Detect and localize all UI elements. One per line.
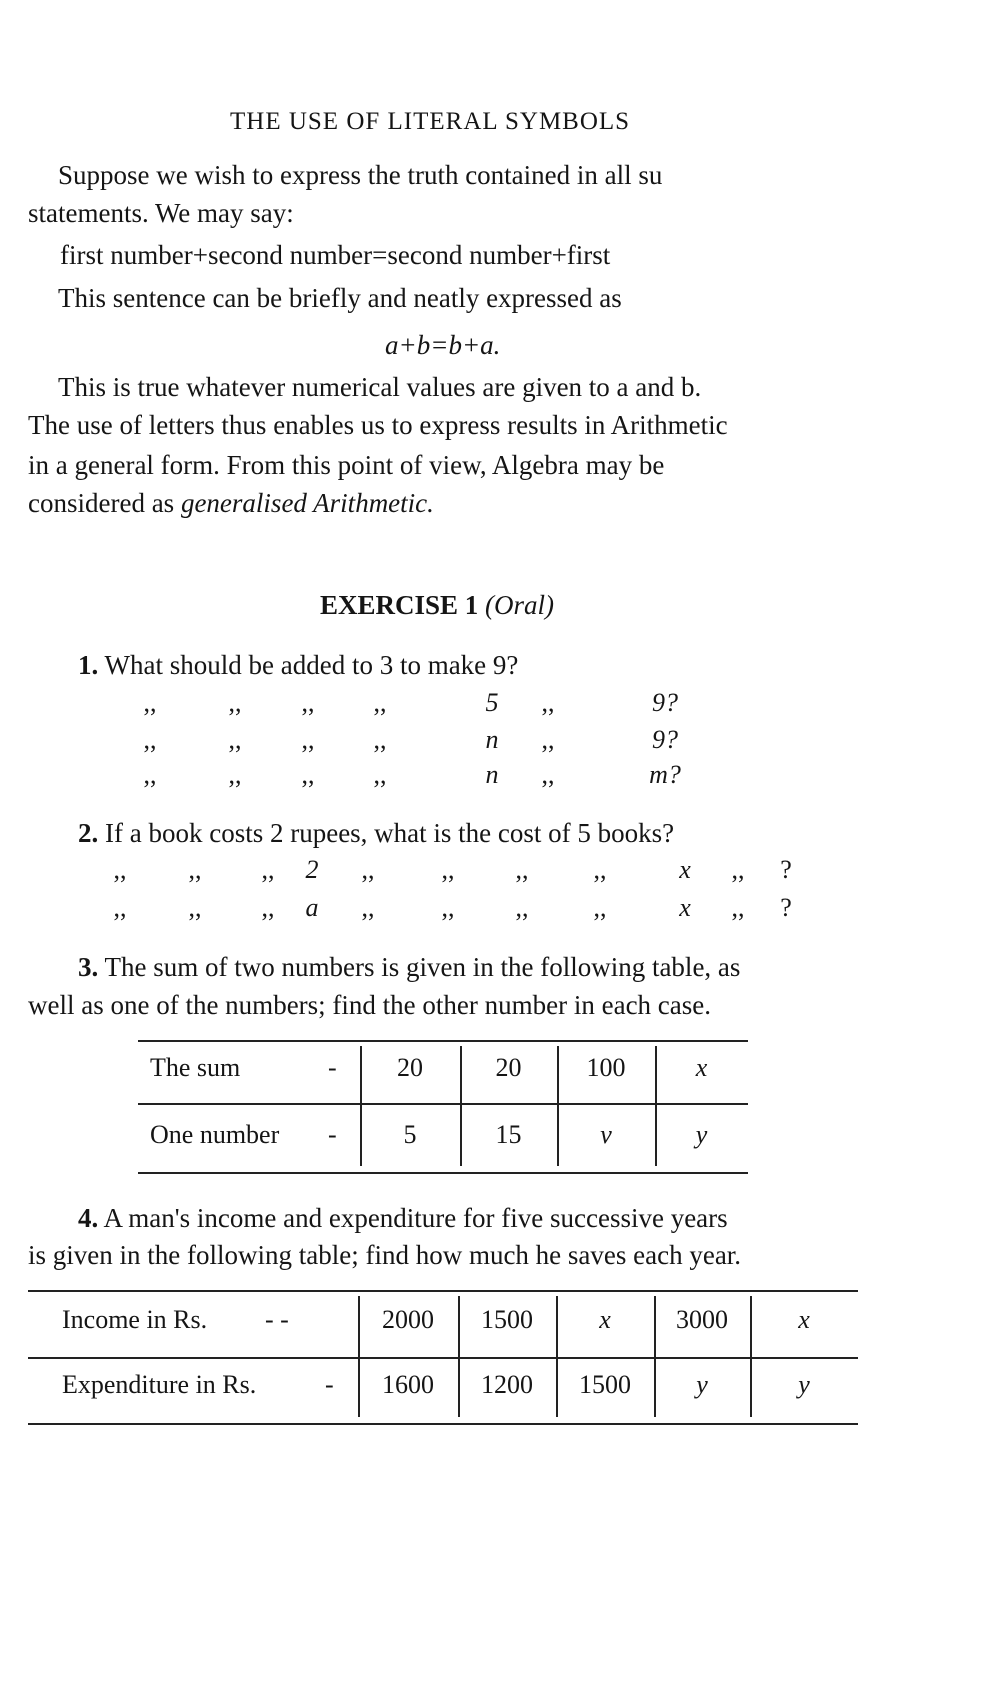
question-4 [78,1203,728,1234]
answer: 9? [652,725,678,754]
ditto-mark: ,, [441,855,455,884]
table-cell: 1500 [579,1370,631,1399]
exercise-subtitle: (Oral) [485,590,555,620]
value: a [305,893,319,922]
column-divider [750,1296,752,1417]
dash: - - [265,1305,289,1334]
table-cell: 20 [495,1053,522,1082]
ditto-mark: ,, [515,855,529,884]
exercise-title [320,590,554,621]
column-divider [460,1046,462,1166]
table-rule [138,1172,748,1174]
exercise-label: EXERCISE 1 [320,590,479,620]
paragraph-line: first number+second number=second number+first [60,240,611,270]
ditto-mark: ,, [228,725,242,754]
paragraph-line: in a general form. From this point of view, Algebra may be [28,450,665,480]
ditto-mark: ,, [301,760,315,789]
column-divider [654,1296,656,1417]
table-cell: 15 [495,1120,522,1149]
table-cell: 1200 [481,1370,533,1399]
ditto-mark: ,, [113,893,127,922]
paragraph-line: statements. We may say: [28,198,294,228]
column-divider [358,1296,360,1417]
ditto-mark: ,, [593,855,607,884]
ditto-mark: ,, [261,893,275,922]
dash: - [328,1053,337,1082]
ditto-mark: ,, [541,688,555,717]
paragraph-line: Suppose we wish to express the truth contained in all su [58,160,663,190]
question-text: What should be added to 3 to make 9? [104,650,519,680]
question-text: A man's income and expenditure for five successive years [103,1203,728,1233]
table-rule [28,1423,858,1425]
value: x [679,855,691,884]
answer: 9? [652,688,678,717]
answer: m? [649,760,681,789]
table-rule [28,1357,858,1359]
ditto-mark: ,, [441,893,455,922]
ditto-mark: ,, [143,688,157,717]
column-divider [360,1046,362,1166]
table-cell: v [600,1120,612,1149]
ditto-mark: ,, [541,760,555,789]
ditto-mark: ,, [143,725,157,754]
question-text: well as one of the numbers; find the other number in each case. [28,990,712,1020]
question-mark: ? [780,893,792,922]
row-label: Expenditure in Rs. [62,1370,257,1399]
table-cell: 1600 [382,1370,434,1399]
ditto-mark: ,, [113,855,127,884]
ditto-mark: ,, [361,855,375,884]
formula: a+b=b+a. [385,330,501,360]
ditto-mark: ,, [731,855,745,884]
question-number: 2. [78,818,99,848]
table-cell: x [798,1305,810,1334]
table-cell: 3000 [676,1305,728,1334]
row-label: The sum [150,1053,241,1082]
question-1 [78,650,518,681]
question-3 [78,952,740,983]
question-number: 3. [78,952,99,982]
ditto-mark: ,, [228,760,242,789]
dash: - [328,1120,337,1149]
ditto-mark: ,, [541,725,555,754]
question-number: 4. [78,1203,99,1233]
ditto-mark: ,, [373,760,387,789]
value: 2 [305,855,319,884]
table-cell: y [696,1370,708,1399]
row-label: Income in Rs. [62,1305,208,1334]
paragraph-line: This sentence can be briefly and neatly expressed as [58,283,622,313]
question-2 [78,818,674,849]
text: considered as [28,488,181,518]
ditto-mark: ,, [261,855,275,884]
question-text: is given in the following table; find how much he saves each year. [28,1240,742,1270]
ditto-mark: ,, [731,893,745,922]
ditto-mark: ,, [515,893,529,922]
question-mark: ? [780,855,792,884]
ditto-mark: ,, [143,760,157,789]
row-label: One number [150,1120,280,1149]
ditto-mark: ,, [301,725,315,754]
italic-term: generalised Arithmetic. [180,488,434,518]
paragraph-line: The use of letters thus enables us to express results in Arithmetic [28,410,728,440]
value: n [485,725,499,754]
question-text: The sum of two numbers is given in the following table, as [104,952,741,982]
table-rule [138,1040,748,1042]
paragraph-line [28,488,434,519]
value: x [679,893,691,922]
value: n [485,760,499,789]
table-cell: 1500 [481,1305,533,1334]
table-cell: y [798,1370,810,1399]
table-cell: y [695,1120,708,1149]
question-number: 1. [78,650,99,680]
table-cell: x [695,1053,708,1082]
ditto-mark: ,, [188,855,202,884]
column-divider [458,1296,460,1417]
table-cell: 2000 [382,1305,434,1334]
ditto-mark: ,, [373,725,387,754]
ditto-mark: ,, [593,893,607,922]
column-divider [556,1296,558,1417]
ditto-mark: ,, [301,688,315,717]
column-divider [557,1046,559,1166]
ditto-mark: ,, [373,688,387,717]
dash: - [325,1370,334,1399]
ditto-mark: ,, [228,688,242,717]
table-cell: 100 [586,1053,626,1082]
table-cell: 5 [403,1120,417,1149]
table-cell: 20 [397,1053,423,1082]
column-divider [655,1046,657,1166]
value: 5 [485,688,499,717]
page-heading: THE USE OF LITERAL SYMBOLS [230,108,631,135]
ditto-mark: ,, [188,893,202,922]
table-cell: x [599,1305,611,1334]
ditto-mark: ,, [361,893,375,922]
question-text: If a book costs 2 rupees, what is the cost of 5 books? [105,818,675,848]
table-rule [28,1290,858,1292]
paragraph-line: This is true whatever numerical values are given to a and b. [58,372,702,402]
